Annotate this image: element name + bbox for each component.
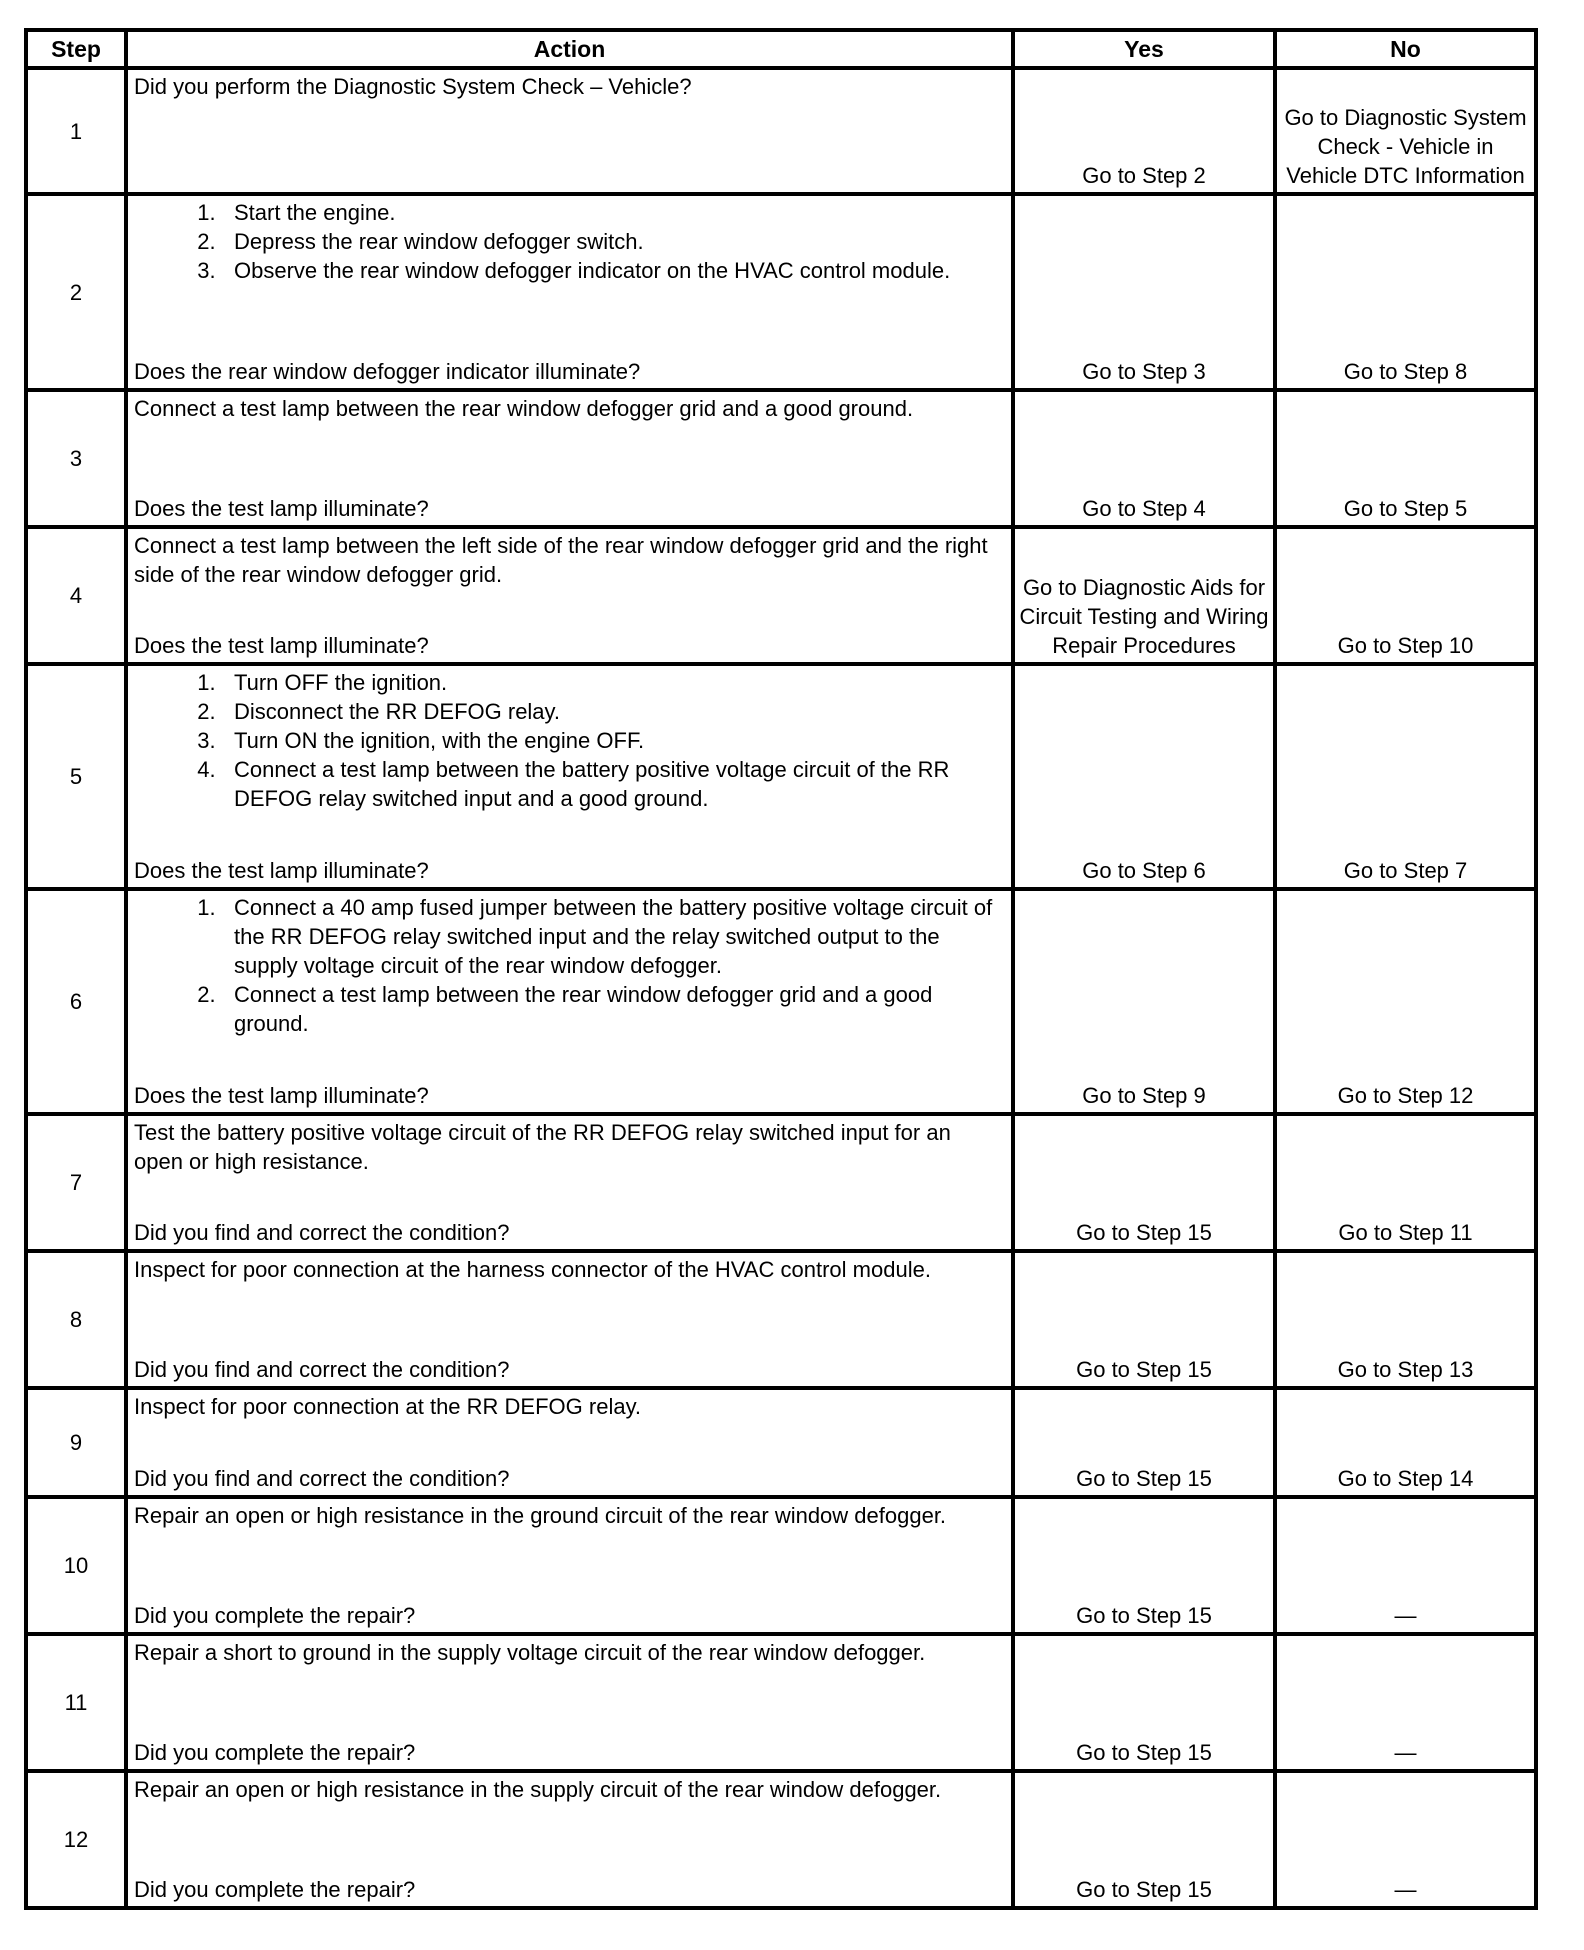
step-number: 8	[26, 1251, 126, 1388]
no-result: Go to Step 7	[1275, 664, 1536, 889]
action-content	[128, 1636, 1011, 1769]
action-text: Inspect for poor connection at the harness connector of the HVAC control module.	[134, 1257, 931, 1282]
table-row	[26, 527, 1536, 664]
action-question: Did you complete the repair?	[134, 1603, 416, 1628]
list-item: 2. Connect a test lamp between the rear window defogger grid and a good ground.	[234, 980, 1005, 1038]
action-content	[128, 891, 1011, 1112]
no-result: Go to Step 8	[1275, 194, 1536, 390]
action-question: Did you complete the repair?	[134, 1740, 416, 1765]
list-item: 2. Depress the rear window defogger switch.	[234, 227, 1005, 256]
no-result: —	[1275, 1771, 1536, 1908]
instruction-list	[134, 893, 1005, 1038]
header-yes: Yes	[1013, 30, 1275, 68]
list-item: 2. Disconnect the RR DEFOG relay.	[234, 697, 1005, 726]
action-instructions	[134, 1773, 1005, 1804]
action-question: Does the test lamp illuminate?	[134, 1083, 429, 1108]
yes-result: Go to Step 9	[1013, 889, 1275, 1114]
action-text: Repair a short to ground in the supply voltage circuit of the rear window defogger.	[134, 1640, 926, 1665]
list-item: 4. Connect a test lamp between the battery positive voltage circuit of the RR DEFOG relay switched input and a good ground.	[234, 755, 1005, 813]
yes-result: Go to Step 15	[1013, 1771, 1275, 1908]
action-cell	[126, 1497, 1013, 1634]
yes-result: Go to Step 6	[1013, 664, 1275, 889]
no-result: Go to Step 13	[1275, 1251, 1536, 1388]
action-question: Does the test lamp illuminate?	[134, 633, 429, 658]
action-content	[128, 1773, 1011, 1906]
action-instructions	[134, 1636, 1005, 1667]
yes-result: Go to Step 15	[1013, 1497, 1275, 1634]
action-content	[128, 1116, 1011, 1249]
action-instructions	[134, 529, 1005, 589]
step-number: 12	[26, 1771, 126, 1908]
header-action: Action	[126, 30, 1013, 68]
action-cell	[126, 1771, 1013, 1908]
table-row	[26, 390, 1536, 527]
action-text: Connect a test lamp between the rear window defogger grid and a good ground.	[134, 396, 914, 421]
yes-result: Go to Step 15	[1013, 1388, 1275, 1497]
no-result: —	[1275, 1497, 1536, 1634]
action-content	[128, 1499, 1011, 1632]
yes-result: Go to Step 15	[1013, 1251, 1275, 1388]
action-text: Inspect for poor connection at the RR DEFOG relay.	[134, 1394, 642, 1419]
action-text: Did you perform the Diagnostic System Check – Vehicle?	[134, 74, 692, 99]
no-result: Go to Step 11	[1275, 1114, 1536, 1251]
action-cell	[126, 664, 1013, 889]
no-result: Go to Diagnostic System Check - Vehicle in Vehicle DTC Information	[1275, 68, 1536, 194]
list-item: 3. Observe the rear window defogger indicator on the HVAC control module.	[234, 256, 1005, 285]
step-number: 11	[26, 1634, 126, 1771]
no-result: Go to Step 14	[1275, 1388, 1536, 1497]
no-result: Go to Step 12	[1275, 889, 1536, 1114]
action-cell	[126, 1388, 1013, 1497]
table-row	[26, 664, 1536, 889]
header-row	[26, 30, 1536, 68]
table-row	[26, 194, 1536, 390]
action-content	[128, 529, 1011, 662]
action-question: Does the test lamp illuminate?	[134, 858, 429, 883]
action-cell	[126, 194, 1013, 390]
action-content	[128, 666, 1011, 887]
action-content	[128, 1390, 1011, 1495]
list-item: 3. Turn ON the ignition, with the engine OFF.	[234, 726, 1005, 755]
action-cell	[126, 390, 1013, 527]
action-cell	[126, 1634, 1013, 1771]
action-cell	[126, 527, 1013, 664]
table-row	[26, 1634, 1536, 1771]
action-question: Did you find and correct the condition?	[134, 1466, 510, 1491]
action-cell	[126, 68, 1013, 194]
action-content	[128, 70, 1011, 192]
action-question: Did you find and correct the condition?	[134, 1357, 510, 1382]
action-content	[128, 1253, 1011, 1386]
action-cell	[126, 1251, 1013, 1388]
yes-result: Go to Step 15	[1013, 1114, 1275, 1251]
action-text: Connect a test lamp between the left side of the rear window defogger grid and the right side of the rear window defogger grid.	[134, 533, 988, 587]
action-instructions	[134, 891, 1005, 1038]
no-result: Go to Step 10	[1275, 527, 1536, 664]
no-result: Go to Step 5	[1275, 390, 1536, 527]
action-text: Repair an open or high resistance in the ground circuit of the rear window defogger.	[134, 1503, 947, 1528]
action-question: Did you find and correct the condition?	[134, 1220, 510, 1245]
table-row	[26, 1251, 1536, 1388]
action-instructions	[134, 1390, 1005, 1421]
list-item: 1. Turn OFF the ignition.	[234, 668, 1005, 697]
diagnostic-table	[24, 28, 1538, 1910]
list-item: 1. Start the engine.	[234, 198, 1005, 227]
table-row	[26, 68, 1536, 194]
action-question: Does the rear window defogger indicator illuminate?	[134, 359, 641, 384]
yes-result: Go to Step 4	[1013, 390, 1275, 527]
yes-result: Go to Diagnostic Aids for Circuit Testing and Wiring Repair Procedures	[1013, 527, 1275, 664]
step-number: 9	[26, 1388, 126, 1497]
action-content	[128, 196, 1011, 388]
action-question: Does the test lamp illuminate?	[134, 496, 429, 521]
action-instructions	[134, 1499, 1005, 1530]
yes-result: Go to Step 15	[1013, 1634, 1275, 1771]
instruction-list	[134, 198, 1005, 285]
table-row	[26, 1388, 1536, 1497]
action-text: Repair an open or high resistance in the supply circuit of the rear window defogger.	[134, 1777, 942, 1802]
step-number: 2	[26, 194, 126, 390]
step-number: 4	[26, 527, 126, 664]
action-instructions	[134, 1116, 1005, 1176]
step-number: 7	[26, 1114, 126, 1251]
header-no: No	[1275, 30, 1536, 68]
step-number: 1	[26, 68, 126, 194]
action-cell	[126, 1114, 1013, 1251]
action-question: Did you complete the repair?	[134, 1877, 416, 1902]
action-instructions	[134, 666, 1005, 813]
action-instructions	[134, 1253, 1005, 1284]
no-result: —	[1275, 1634, 1536, 1771]
action-cell	[126, 889, 1013, 1114]
table-row	[26, 1114, 1536, 1251]
action-instructions	[134, 70, 1005, 101]
step-number: 10	[26, 1497, 126, 1634]
instruction-list	[134, 668, 1005, 813]
action-instructions	[134, 392, 1005, 423]
table-row	[26, 889, 1536, 1114]
table-row	[26, 1771, 1536, 1908]
yes-result: Go to Step 2	[1013, 68, 1275, 194]
action-text: Test the battery positive voltage circuit of the RR DEFOG relay switched input for an open or high resistance.	[134, 1120, 951, 1174]
yes-result: Go to Step 3	[1013, 194, 1275, 390]
step-number: 3	[26, 390, 126, 527]
list-item: 1. Connect a 40 amp fused jumper between the battery positive voltage circuit of the RR DEFOG relay switched input and the relay switched output to the supply voltage circuit of the rear window defogger.	[234, 893, 1005, 980]
table-row	[26, 1497, 1536, 1634]
header-step: Step	[26, 30, 126, 68]
action-instructions	[134, 196, 1005, 285]
step-number: 5	[26, 664, 126, 889]
action-content	[128, 392, 1011, 525]
step-number: 6	[26, 889, 126, 1114]
